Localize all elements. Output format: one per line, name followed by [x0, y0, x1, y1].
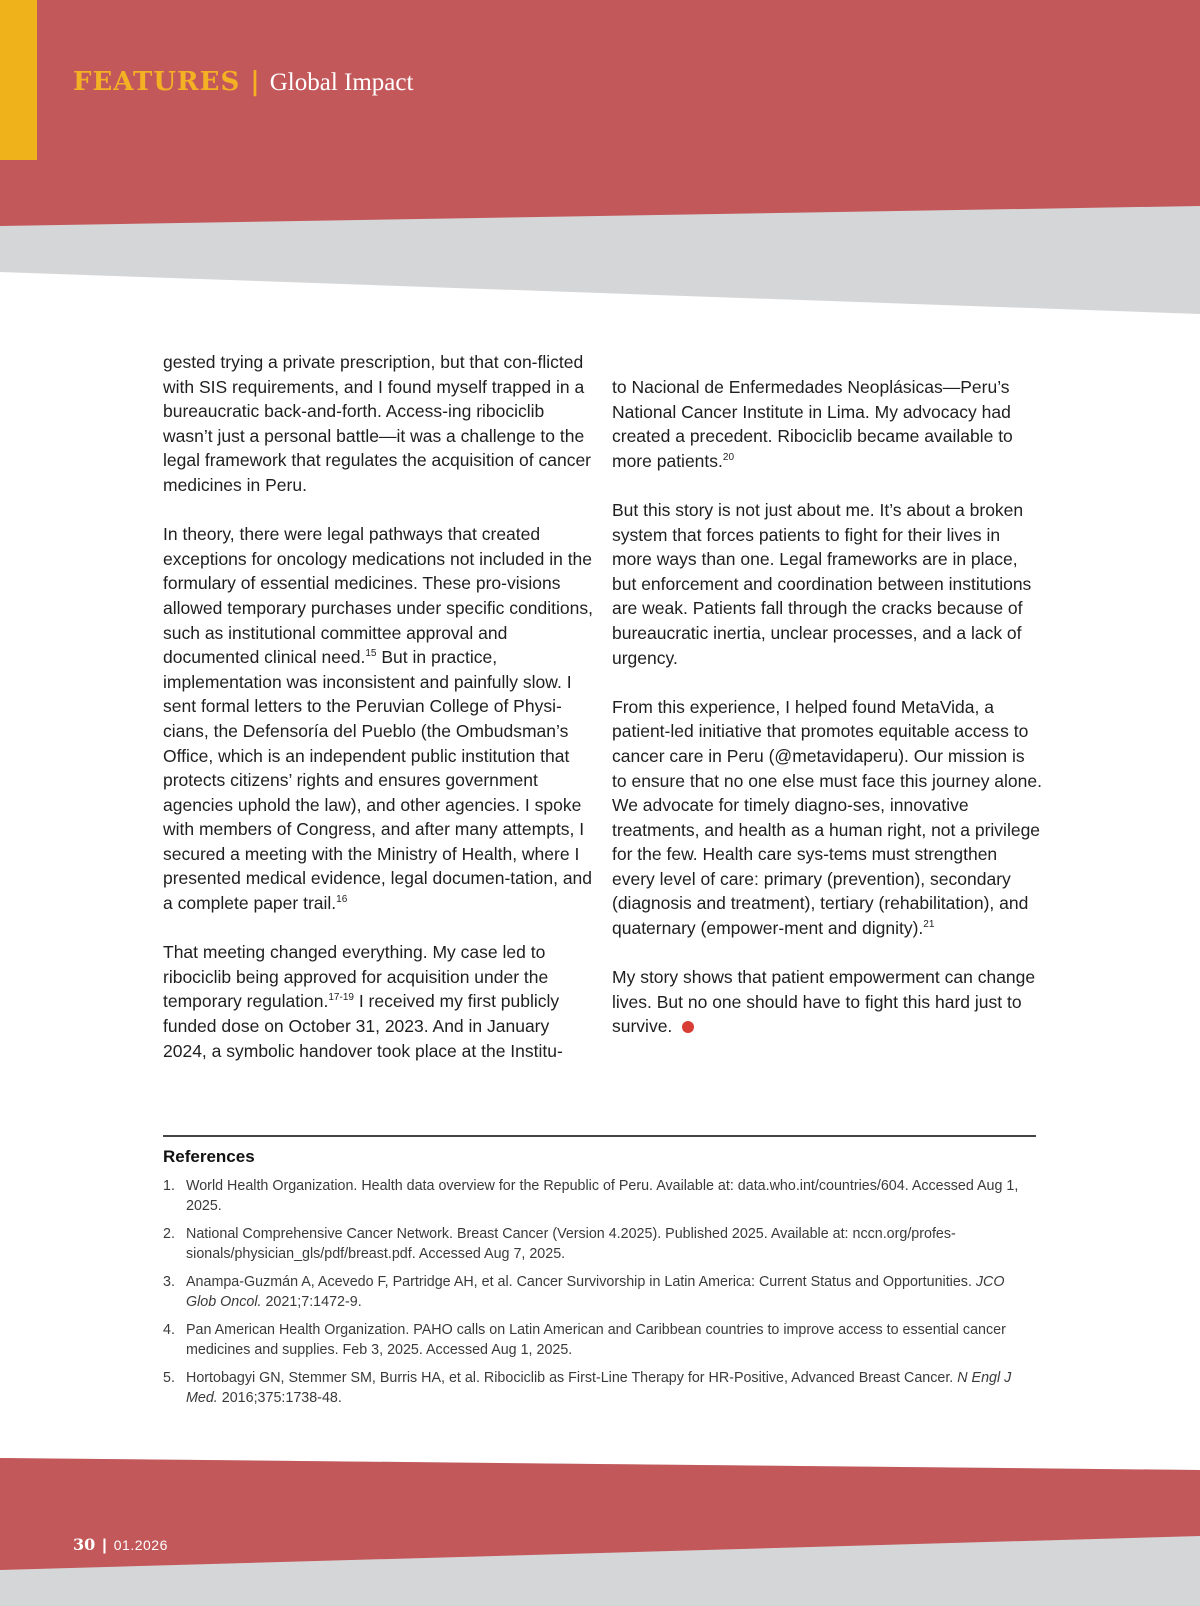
page-folio	[73, 1535, 168, 1556]
section-title: FEATURES	[73, 67, 241, 97]
accent-tab	[0, 0, 37, 160]
section-divider: |	[250, 67, 260, 97]
citation: 15	[365, 648, 377, 660]
paragraph: to Nacional de Enfermedades Neoplásicas—Peru’s National Cancer Institute in Lima. My advocacy had created a precedent. Ribociclib became available to more patients.$^{20}$	[612, 377, 1013, 471]
paragraph: From this experience, I helped found MetaVida, a patient-led initiative that promotes equitable access to cancer care in Peru (@metavidaperu). Our mission is to ensure that no one else must face this journey alone. We advocate for timely diagno-ses, innovative treatments, and health as a human right, not a privilege for the few. Health care sys-tems must strengthen every level of care: primary (prevention), secondary (diagnosis and treatment), tertiary (rehabilitation), and quaternary (empower-ment and dignity).$^{21}$	[612, 696, 1042, 939]
header-red-band	[0, 0, 1200, 226]
reference-item: 3. Anampa-Guzmán A, Acevedo F, Partridge AH, et al. Cancer Survivorship in Latin America: Current Status and Opportunities. JCO Glob Oncol. 2021;7:1472-9.	[163, 1274, 1005, 1310]
page-number: 30	[73, 1535, 96, 1554]
folio-separator: |	[102, 1537, 107, 1554]
journal-name: JCO Glob Oncol.	[186, 1274, 1005, 1310]
article-left-column	[163, 350, 595, 1088]
paragraph: That meeting changed everything. My case led to ribociclib being approved for acquisition under the temporary regulation.$^{17-19}$ I received my first publicly funded dose on October 31, 2023. And in January 2024, a symbolic handover took place at the Institu-	[163, 942, 563, 1061]
footer-band	[0, 1440, 1200, 1606]
section-label	[73, 64, 413, 101]
paragraph: In theory, there were legal pathways that created exceptions for oncology medications not included in the formulary of essential medicines. These pro-visions allowed temporary purchases under specific conditions, such as institutional committee approval and documented clinical need.$^{15}$ But in practice, implementation was inconsistent and painfully slow. I sent formal letters to the Peruvian College of Physi-cians, the Defensoría del Pueblo (the Ombudsman’s Office, which is an independent public institution that protects citizens’ rights and ensures government agencies uphold the law), and other agencies. I spoke with members of Congress, and after many attempts, I secured a meeting with the Ministry of Health, where I presented medical evidence, legal documen-tation, and a complete paper trail.$^{16}$	[163, 524, 593, 914]
section-subtitle: Global Impact	[269, 69, 414, 96]
end-of-article-bullet-icon	[682, 1021, 694, 1033]
reference-item: 1. World Health Organization. Health data overview for the Republic of Peru. Available at: data.who.int/countries/604. Accessed Aug 1, 2025.	[163, 1178, 1019, 1214]
journal-name: N Engl J Med.	[186, 1370, 1012, 1406]
article-right-column	[612, 375, 1044, 1064]
reference-item: 5. Hortobagyi GN, Stemmer SM, Burris HA, et al. Ribociclib as First-Line Therapy for HR-Positive, Advanced Breast Cancer. N Engl J Med. 2016;375:1738-48.	[163, 1370, 1012, 1406]
paragraph: My story shows that patient empowerment can change lives. But no one should have to fight this hard just to survive.	[612, 967, 1036, 1037]
citation: 16	[336, 894, 348, 906]
header-band	[0, 0, 1200, 320]
references-list	[163, 1176, 1036, 1408]
paragraph: But this story is not just about me. It’s about a broken system that forces patients to fight for their lives in more ways than one. Legal frameworks are in place, but enforcement and coordination between institutions are weak. Patients fall through the cracks because of bureaucratic inertia, unclear processes, and a lack of urgency.	[612, 499, 1032, 668]
reference-item: 2. National Comprehensive Cancer Network. Breast Cancer (Version 4.2025). Published 2025. Available at: nccn.org/profes-sionals/physician_gls/pdf/breast.pdf. Accessed Aug 7, 2025.	[163, 1226, 956, 1262]
issue-date: 01.2026	[113, 1537, 168, 1553]
paragraph: gested trying a private prescription, but that con-flicted with SIS requirements, and I found myself trapped in a bureaucratic back-and-forth. Access-ing ribociclib wasn’t just a personal battle—it was a challenge to the legal framework that regulates the acquisition of cancer medicines in Peru.	[163, 352, 592, 495]
reference-item: 4. Pan American Health Organization. PAHO calls on Latin American and Caribbean countries to improve access to essential cancer medicines and supplies. Feb 3, 2025. Accessed Aug 1, 2025.	[163, 1322, 1006, 1358]
references-section	[163, 1146, 1036, 1416]
citation: 17-19	[328, 992, 354, 1004]
references-title: References	[163, 1147, 255, 1166]
citation: 20	[722, 451, 735, 463]
citation: 21	[923, 919, 935, 931]
references-divider	[163, 1135, 1036, 1137]
